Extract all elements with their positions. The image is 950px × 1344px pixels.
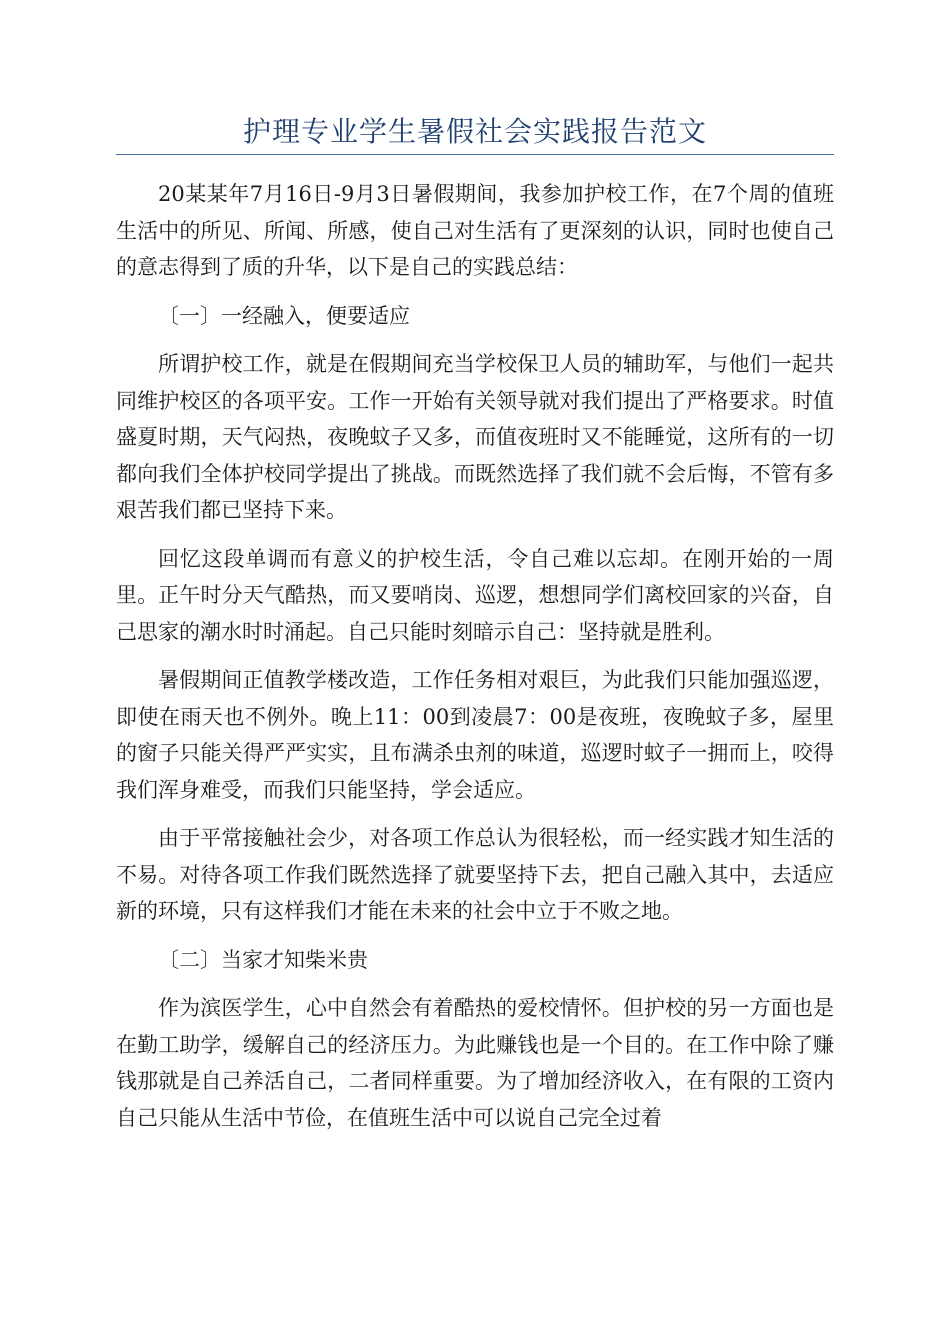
paragraph: 暑假期间正值教学楼改造，工作任务相对艰巨，为此我们只能加强巡逻，即使在雨天也不例外。晚上11：00到凌晨7：00是夜班，夜晚蚊子多，屋里的窗子只能关得严严实实，且布满杀虫剂的味道，巡逻时蚊子一拥而上，咬得我们浑身难受，而我们只能坚持，学会适应。 — [116, 668, 834, 802]
section-heading-1: 〔一〕一经融入，便要适应 — [158, 303, 410, 328]
paragraph-intro: 20某某年7月16日-9月3日暑假期间，我参加护校工作，在7个周的值班生活中的所见、所闻、所感，使自己对生活有了更深刻的认识，同时也使自己的意志得到了质的升华，以下是自己的实践总结： — [116, 182, 834, 279]
title-underline — [116, 154, 834, 155]
paragraph: 回忆这段单调而有意义的护校生活，令自己难以忘却。在刚开始的一周里。正午时分天气酷热，而又要哨岗、巡逻，想想同学们离校回家的兴奋，自己思家的潮水时时涌起。自己只能时刻暗示自己：坚持就是胜利。 — [116, 546, 834, 644]
paragraph: 所谓护校工作，就是在假期间充当学校保卫人员的辅助军，与他们一起共同维护校区的各项平安。工作一开始有关领导就对我们提出了严格要求。时值盛夏时期，天气闷热，夜晚蚊子又多，而值夜班时又不能睡觉，这所有的一切都向我们全体护校同学提出了挑战。而既然选择了我们就不会后悔，不管有多艰苦我们都已坚持下来。 — [116, 352, 834, 522]
document-body — [116, 176, 834, 1148]
paragraph: 作为滨医学生，心中自然会有着酷热的爱校情怀。但护校的另一方面也是在勤工助学，缓解自己的经济压力。为此赚钱也是一个目的。在工作中除了赚钱那就是自己养活自己，二者同样重要。为了增加经济收入，在有限的工资内自己只能从生活中节俭，在值班生活中可以说自己完全过着 — [116, 996, 834, 1130]
paragraph: 由于平常接触社会少，对各项工作总认为很轻松，而一经实践才知生活的不易。对待各项工作我们既然选择了就要坚持下去，把自己融入其中，去适应新的环境，只有这样我们才能在未来的社会中立于不败之地。 — [116, 826, 834, 923]
document-title: 护理专业学生暑假社会实践报告范文 — [242, 115, 707, 148]
section-heading-2: 〔二〕当家才知柴米贵 — [158, 947, 368, 972]
